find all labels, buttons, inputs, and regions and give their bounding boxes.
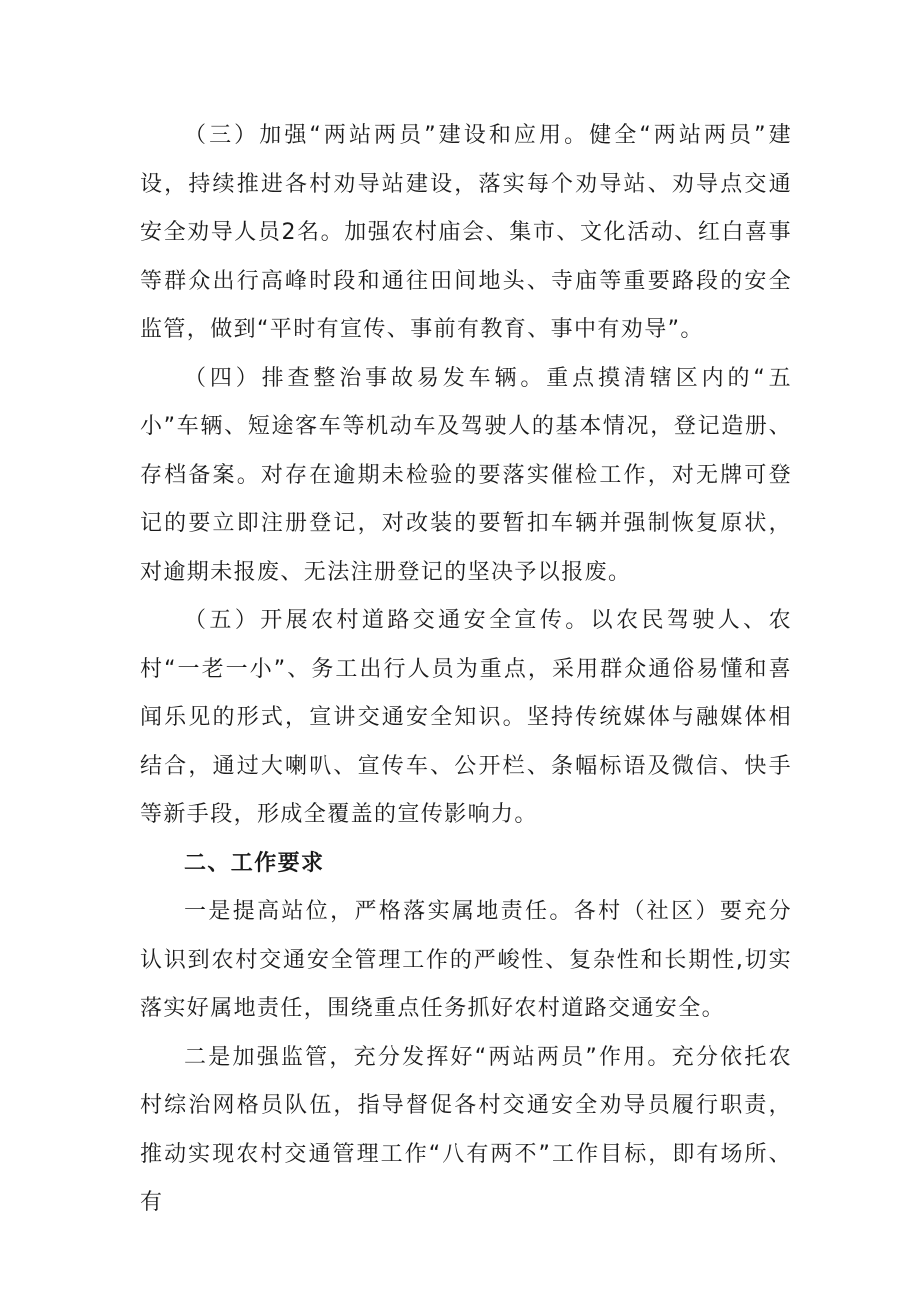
paragraph-requirement-one: 一是提高站位，严格落实属地责任。各村（社区）要充分认识到农村交通安全管理工作的严峻性、复杂性和长期性,切实落实好属地责任，围绕重点任务抓好农村道路交通安全。 <box>140 899 792 1021</box>
paragraph-section-four: （四）排查整治事故易发车辆。重点摸清辖区内的“五小”车辆、短途客车等机动车及驾驶人的基本情况，登记造册、存档备案。对存在逾期未检验的要落实催检工作，对无牌可登记的要立即注册登记，对改装的要暂扣车辆并强制恢复原状，对逾期未报废、无法注册登记的坚决予以报废。 <box>140 365 792 585</box>
paragraph-section-five: （五）开展农村道路交通安全宣传。以农民驾驶人、农村“一老一小”、务工出行人员为重点，采用群众通俗易懂和喜闻乐见的形式，宣讲交通安全知识。坚持传统媒体与融媒体相结合，通过大喇叭、宣传车、公开栏、条幅标语及微信、快手等新手段，形成全覆盖的宣传影响力。 <box>140 608 792 827</box>
paragraph-requirement-two: 二是加强监管，充分发挥好“两站两员”作用。充分依托农村综治网格员队伍，指导督促各村交通安全劝导员履行职责，推动实现农村交通管理工作“八有两不”工作目标，即有场所、有 <box>140 1044 792 1215</box>
section-heading-work-requirements: 二、工作要求 <box>184 850 325 876</box>
paragraph-section-three: （三）加强“两站两员”建设和应用。健全“两站两员”建设，持续推进各村劝导站建设，落实每个劝导站、劝导点交通安全劝导人员2名。加强农村庙会、集市、文化活动、红白喜事等群众出行高峰时段和通往田间地头、寺庙等重要路段的安全监管，做到“平时有宣传、事前有教育、事中有劝导”。 <box>140 123 792 342</box>
document-page <box>140 112 792 1228</box>
